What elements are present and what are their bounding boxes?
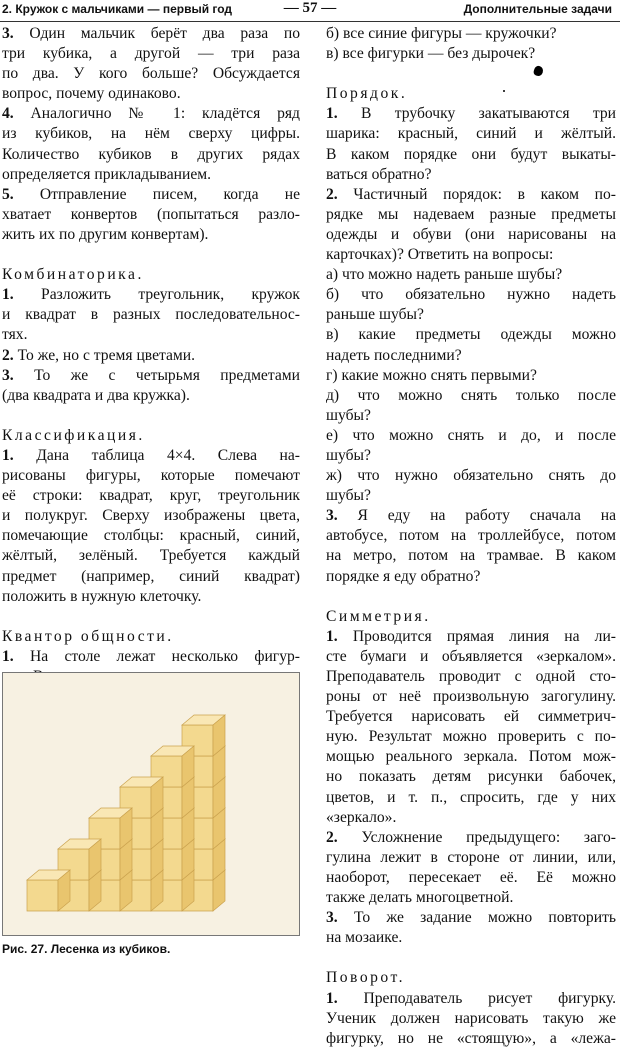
page-header [0, 0, 620, 22]
text-line: 3. То же с четырьмя предметами [2, 366, 300, 384]
text-line: ную. Результат можно проверить с по- [326, 728, 616, 746]
text-line: б) все синие фигуры — кружочки? [326, 25, 557, 42]
text-line: 2. Частичный порядок: в каком по- [326, 185, 616, 203]
text-line: 3. Один мальчик берёт два раза по [2, 25, 300, 42]
text-line: и квадрат в разных последовательнос- [2, 306, 300, 324]
text-line: на мозаике. [326, 929, 403, 947]
text-line: 2. То же, но с тремя цветами. [2, 346, 196, 364]
text-line: шубы? [326, 446, 371, 464]
text-line: также делать многоцветной. [326, 889, 514, 907]
text-line: ваться обратно? [326, 165, 432, 183]
text-line: наоборот, пересекает её. Её можно [326, 868, 616, 886]
text-line: карточках)? Ответить на вопросы: [326, 246, 554, 264]
page-number: — 57 — [283, 0, 337, 16]
text-line: а) что можно надеть раньше шубы? [326, 266, 563, 284]
text-line: д) что можно снять только после [326, 386, 616, 404]
text-line: в) все фигурки — без дырочек? [326, 45, 536, 63]
paragraph-gap [2, 406, 300, 426]
text-line: г) какие можно снять первыми? [326, 366, 537, 384]
text-line: 1. На столе лежат несколько фигур- [2, 647, 300, 665]
text-line: раньше шубы? [326, 306, 424, 324]
section-heading: Классификация. [2, 426, 145, 444]
text-line: Требуется нарисовать ей симметрич- [326, 708, 616, 726]
section-heading: Комбинаторика. [2, 266, 144, 284]
text-line: помечающие столбцы: красный, синий, [2, 527, 300, 545]
text-line: ж) что нужно обязательно снять до [326, 467, 616, 485]
text-line: (два квадрата и два кружка). [2, 386, 190, 404]
text-line: мощью реального зеркала. Потом мож- [326, 748, 616, 766]
text-line: но показать детям рисунки бабочек, [326, 768, 616, 786]
text-line: шубы? [326, 487, 371, 505]
text-line: Количество кубиков в других рядах [2, 145, 300, 163]
text-line: шарика: красный, синий и жёлтый. [326, 125, 616, 143]
text-line: рядке мы надеваем разные предметы [326, 205, 616, 223]
text-line: 1. Разложить треугольник, кружок [2, 286, 300, 304]
paragraph-gap [2, 245, 300, 265]
paragraph-gap [326, 64, 616, 84]
text-line: предмет (например, синий квадрат) [2, 567, 300, 585]
text-line: Преподаватель проводит с одной сто- [326, 668, 616, 685]
text-line: 3. То же задание можно повторить [326, 909, 616, 927]
running-head-right: Дополнительные задачи [463, 2, 612, 16]
text-line: положить в нужную клеточку. [2, 587, 202, 605]
staircase-of-cubes-illustration [3, 673, 299, 935]
section-heading: Квантор общности. [2, 627, 174, 645]
text-line: Ученик должен нарисовать такую же [326, 1009, 616, 1027]
text-line: рисованы фигуры, которые помечают [2, 467, 300, 485]
text-line: надеть последними? [326, 346, 462, 364]
text-line: жить их по другим конвертам). [2, 225, 209, 243]
text-line: жёлтый, зелёный. Требуется каждый [2, 547, 300, 565]
text-line: и полукруг. Сверху изображены цвета, [2, 507, 300, 525]
text-line: роны от неё произвольную загогулину. [326, 688, 616, 706]
text-line: по два. У кого больше? Обсуждается [2, 65, 300, 83]
text-line: вопрос, почему одинаково. [2, 85, 181, 103]
text-line: 1. В трубочку закатываются три [326, 105, 616, 123]
paragraph-gap [326, 587, 616, 607]
text-line: В каком порядке они будут выкаты- [326, 145, 616, 163]
text-line: одежды и обуви (они нарисованы на [326, 225, 616, 243]
section-heading: Порядок. [326, 85, 408, 103]
text-line: фигурку, но не «стоящую», а «лежа- [326, 1029, 616, 1047]
text-line: на метро, потом на трамвае. В каком [326, 547, 616, 565]
text-line: из кубиков, на нём сверху цифры. [2, 125, 300, 143]
text-line: 3. Я еду на работу сначала на [326, 507, 616, 525]
text-line: автобусе, потом на троллейбусе, потом [326, 527, 616, 545]
text-line: «зеркало». [326, 808, 397, 826]
text-line: порядке я еду обратно? [326, 567, 481, 585]
cube-front-face [27, 880, 58, 911]
text-line: 4. Аналогично № 1: кладётся ряд [2, 105, 300, 123]
figure-caption: Рис. 27. Лесенка из кубиков. [2, 942, 171, 956]
text-line: сте бумаги и объявляется «зеркалом». [326, 647, 616, 665]
text-line: цветов, и т. п., спросить, где у них [326, 788, 616, 806]
text-line: 2. Усложнение предыдущего: заго- [326, 828, 616, 846]
section-heading: Поворот. [326, 969, 406, 987]
text-line: 1. Дана таблица 4×4. Слева на- [2, 446, 300, 464]
text-line: хватает конвертов (попытаться разло- [2, 205, 300, 223]
section-heading: Симметрия. [326, 607, 431, 625]
text-line: е) что можно снять и до, и после [326, 426, 616, 444]
right-column [326, 24, 616, 1049]
figure-27 [2, 672, 300, 936]
text-line: три кубика, а другой — три раза [2, 45, 300, 63]
text-line: определяется прикладыванием. [2, 165, 212, 183]
running-head-left: 2. Кружок с мальчиками — первый год [2, 2, 233, 16]
text-line: 1. Проводится прямая линия на ли- [326, 627, 616, 645]
header-rule [0, 21, 620, 22]
text-line: б) что обязательно нужно надеть [326, 286, 616, 304]
left-column [2, 24, 300, 707]
text-line: шубы? [326, 406, 371, 424]
paragraph-gap [2, 607, 300, 627]
text-line: её строки: квадрат, круг, треугольник [2, 487, 300, 505]
paragraph-gap [326, 948, 616, 968]
text-line: в) какие предметы одежды можно [326, 326, 616, 344]
ink-dot [503, 90, 505, 92]
text-line: гулина лежит в стороне от линии, или, [326, 848, 616, 866]
text-line: 1. Преподаватель рисует фигурку. [326, 989, 616, 1007]
text-line: 5. Отправление писем, когда не [2, 185, 300, 203]
text-line: тях. [2, 326, 28, 344]
